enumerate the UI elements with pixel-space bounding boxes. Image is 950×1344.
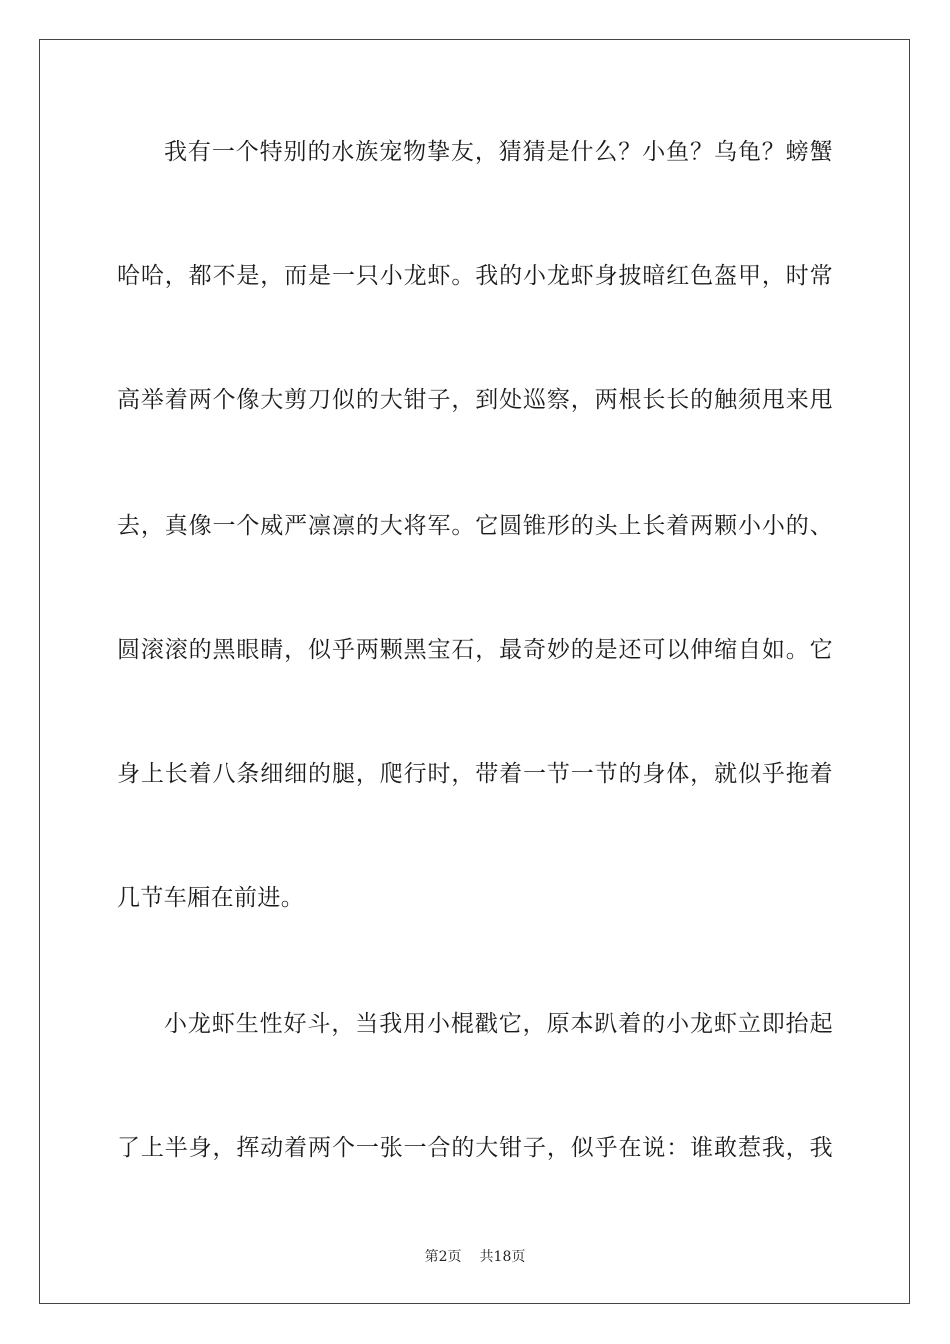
paragraph-1-line-7: 几节车厢在前进。: [117, 885, 305, 911]
paragraph-1-line-4: 去，真像一个威严凛凛的大将军。它圆锥形的头上长着两颗小小的、: [117, 513, 833, 539]
paragraph-1-line-2: 哈哈，都不是，而是一只小龙虾。我的小龙虾身披暗红色盔甲，时常: [117, 263, 833, 289]
page-footer: [0, 1248, 950, 1266]
paragraph-2-line-1: 小龙虾生性好斗，当我用小棍戳它，原本趴着的小龙虾立即抬起: [164, 1011, 833, 1037]
paragraph-1-line-3: 高举着两个像大剪刀似的大钳子，到处巡察，两根长长的触须甩来甩: [117, 387, 833, 413]
paragraph-1-line-6: 身上长着八条细细的腿，爬行时，带着一节一节的身体，就似乎拖着: [117, 761, 833, 787]
paragraph-1-line-1: 我有一个特别的水族宠物挚友，猜猜是什么？小鱼？乌龟？螃蟹: [164, 139, 833, 165]
page-border: [39, 39, 910, 1304]
paragraph-1-line-5: 圆滚滚的黑眼睛，似乎两颗黑宝石，最奇妙的是还可以伸缩自如。它: [117, 637, 833, 663]
page-number: 第2页: [424, 1249, 462, 1265]
page-total: 共18页: [479, 1249, 526, 1265]
paragraph-2-line-2: 了上半身，挥动着两个一张一合的大钳子，似乎在说：谁敢惹我，我: [117, 1135, 833, 1161]
